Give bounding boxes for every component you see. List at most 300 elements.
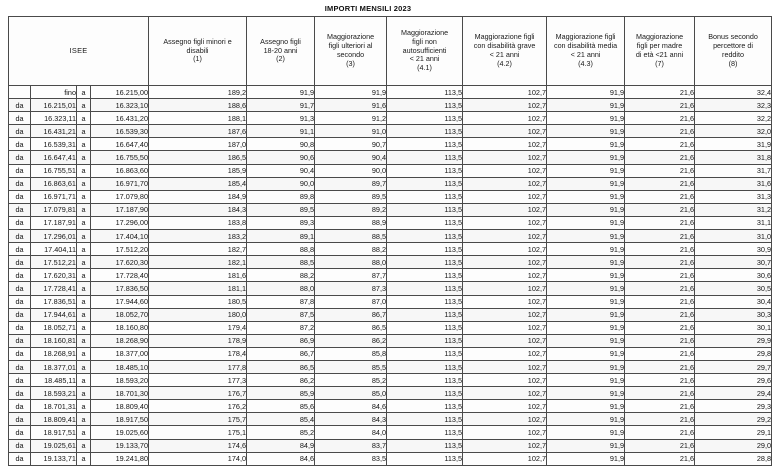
column-header-line: Maggiorazione	[635, 32, 684, 42]
cell-maggiorazione-madre-under21: 21,6	[625, 86, 695, 99]
cell-assegno-figli-minori-disabili: 180,5	[149, 295, 247, 308]
cell-assegno-figli-minori-disabili: 177,8	[149, 360, 247, 373]
cell-isee-to: 19.241,80	[91, 452, 149, 465]
cell-maggiorazione-disabilita-media: 91,9	[547, 125, 625, 138]
cell-maggiorazione-non-autosufficienti: 113,5	[387, 125, 463, 138]
cell-maggiorazione-disabilita-media: 91,9	[547, 452, 625, 465]
cell-isee-to: 17.620,30	[91, 256, 149, 269]
table-row	[9, 282, 772, 295]
cell-isee-to: 18.268,90	[91, 334, 149, 347]
cell-assegno-figli-18-20: 85,4	[247, 413, 315, 426]
cell-assegno-figli-18-20: 90,4	[247, 164, 315, 177]
cell-maggiorazione-disabilita-media: 91,9	[547, 295, 625, 308]
cell-isee-to: 18.160,80	[91, 321, 149, 334]
cell-maggiorazione-figli-ulteriori: 91,0	[315, 125, 387, 138]
cell-da: da	[9, 452, 31, 465]
cell-isee-to: 18.377,00	[91, 347, 149, 360]
cell-isee-from: 17.620,31	[31, 269, 77, 282]
cell-isee-to: 19.025,60	[91, 426, 149, 439]
cell-bonus-secondo-percettore: 31,8	[695, 151, 772, 164]
cell-maggiorazione-non-autosufficienti: 113,5	[387, 347, 463, 360]
cell-maggiorazione-madre-under21: 21,6	[625, 282, 695, 295]
cell-maggiorazione-figli-ulteriori: 85,2	[315, 374, 387, 387]
cell-da: da	[9, 112, 31, 125]
cell-maggiorazione-madre-under21: 21,6	[625, 216, 695, 229]
cell-maggiorazione-madre-under21: 21,6	[625, 400, 695, 413]
cell-isee-to: 17.187,90	[91, 203, 149, 216]
cell-a: a	[77, 321, 91, 334]
cell-maggiorazione-disabilita-grave: 102,7	[463, 86, 547, 99]
cell-maggiorazione-figli-ulteriori: 86,5	[315, 321, 387, 334]
cell-maggiorazione-non-autosufficienti: 113,5	[387, 190, 463, 203]
cell-a: a	[77, 439, 91, 452]
cell-da: da	[9, 151, 31, 164]
column-header-line: figli non	[412, 36, 437, 46]
cell-maggiorazione-figli-ulteriori: 90,7	[315, 138, 387, 151]
cell-maggiorazione-disabilita-grave: 102,7	[463, 112, 547, 125]
cell-assegno-figli-18-20: 91,3	[247, 112, 315, 125]
cell-a: a	[77, 86, 91, 99]
cell-maggiorazione-madre-under21: 21,6	[625, 426, 695, 439]
cell-assegno-figli-minori-disabili: 182,1	[149, 256, 247, 269]
table-row	[9, 321, 772, 334]
cell-assegno-figli-minori-disabili: 179,4	[149, 321, 247, 334]
cell-assegno-figli-18-20: 88,8	[247, 243, 315, 256]
cell-a: a	[77, 360, 91, 373]
cell-maggiorazione-disabilita-media: 91,9	[547, 86, 625, 99]
cell-maggiorazione-madre-under21: 21,6	[625, 151, 695, 164]
cell-maggiorazione-non-autosufficienti: 113,5	[387, 151, 463, 164]
cell-maggiorazione-non-autosufficienti: 113,5	[387, 374, 463, 387]
cell-maggiorazione-madre-under21: 21,6	[625, 190, 695, 203]
cell-a: a	[77, 269, 91, 282]
cell-maggiorazione-figli-ulteriori: 90,4	[315, 151, 387, 164]
cell-isee-from: 16.971,71	[31, 190, 77, 203]
cell-da: da	[9, 256, 31, 269]
cell-assegno-figli-minori-disabili: 174,0	[149, 452, 247, 465]
cell-maggiorazione-figli-ulteriori: 85,0	[315, 387, 387, 400]
cell-maggiorazione-figli-ulteriori: 86,2	[315, 334, 387, 347]
cell-maggiorazione-disabilita-media: 91,9	[547, 347, 625, 360]
cell-maggiorazione-figli-ulteriori: 91,2	[315, 112, 387, 125]
cell-isee-from: 17.079,81	[31, 203, 77, 216]
cell-maggiorazione-non-autosufficienti: 113,5	[387, 426, 463, 439]
table-row	[9, 216, 772, 229]
cell-maggiorazione-disabilita-media: 91,9	[547, 112, 625, 125]
cell-isee-from: 16.215,01	[31, 99, 77, 112]
table-row	[9, 151, 772, 164]
cell-maggiorazione-non-autosufficienti: 113,5	[387, 360, 463, 373]
cell-assegno-figli-18-20: 85,2	[247, 426, 315, 439]
cell-bonus-secondo-percettore: 30,4	[695, 295, 772, 308]
table-row	[9, 177, 772, 190]
cell-maggiorazione-figli-ulteriori: 84,6	[315, 400, 387, 413]
cell-bonus-secondo-percettore: 32,2	[695, 112, 772, 125]
cell-isee-to: 16.971,70	[91, 177, 149, 190]
cell-assegno-figli-minori-disabili: 176,7	[149, 387, 247, 400]
cell-bonus-secondo-percettore: 30,9	[695, 243, 772, 256]
cell-assegno-figli-minori-disabili: 183,8	[149, 216, 247, 229]
column-header-assegno-figli-minori-disabili	[149, 17, 247, 86]
cell-assegno-figli-18-20: 89,3	[247, 216, 315, 229]
cell-isee-from: 17.296,01	[31, 230, 77, 243]
cell-assegno-figli-minori-disabili: 183,2	[149, 230, 247, 243]
cell-maggiorazione-figli-ulteriori: 84,3	[315, 413, 387, 426]
table-row	[9, 452, 772, 465]
cell-maggiorazione-disabilita-media: 91,9	[547, 400, 625, 413]
table-body	[9, 86, 772, 466]
cell-assegno-figli-18-20: 89,8	[247, 190, 315, 203]
cell-maggiorazione-disabilita-media: 91,9	[547, 164, 625, 177]
column-header-maggiorazione-figli-non-autosufficienti	[387, 17, 463, 86]
cell-maggiorazione-disabilita-grave: 102,7	[463, 452, 547, 465]
cell-a: a	[77, 164, 91, 177]
table-row	[9, 334, 772, 347]
cell-maggiorazione-non-autosufficienti: 113,5	[387, 203, 463, 216]
cell-maggiorazione-disabilita-media: 91,9	[547, 321, 625, 334]
cell-assegno-figli-18-20: 84,9	[247, 439, 315, 452]
cell-maggiorazione-non-autosufficienti: 113,5	[387, 177, 463, 190]
column-header-assegno-figli-18-20	[247, 17, 315, 86]
cell-isee-from: 17.512,21	[31, 256, 77, 269]
cell-maggiorazione-disabilita-media: 91,9	[547, 426, 625, 439]
table-row	[9, 308, 772, 321]
column-header-line: figli per madre	[636, 41, 683, 51]
table-row	[9, 112, 772, 125]
cell-bonus-secondo-percettore: 31,0	[695, 230, 772, 243]
cell-assegno-figli-18-20: 85,6	[247, 400, 315, 413]
table-row	[9, 360, 772, 373]
cell-assegno-figli-minori-disabili: 178,4	[149, 347, 247, 360]
cell-maggiorazione-madre-under21: 21,6	[625, 360, 695, 373]
cell-a: a	[77, 125, 91, 138]
cell-isee-from: 19.133,71	[31, 452, 77, 465]
cell-maggiorazione-non-autosufficienti: 113,5	[387, 400, 463, 413]
cell-maggiorazione-non-autosufficienti: 113,5	[387, 138, 463, 151]
cell-da: da	[9, 269, 31, 282]
column-header-isee: ISEE	[9, 17, 149, 86]
cell-isee-from: fino	[31, 86, 77, 99]
cell-assegno-figli-minori-disabili: 178,9	[149, 334, 247, 347]
cell-maggiorazione-disabilita-grave: 102,7	[463, 295, 547, 308]
cell-a: a	[77, 282, 91, 295]
table-row	[9, 400, 772, 413]
cell-maggiorazione-disabilita-grave: 102,7	[463, 308, 547, 321]
cell-maggiorazione-disabilita-media: 91,9	[547, 203, 625, 216]
cell-maggiorazione-figli-ulteriori: 89,2	[315, 203, 387, 216]
cell-da: da	[9, 334, 31, 347]
cell-maggiorazione-disabilita-grave: 102,7	[463, 164, 547, 177]
column-header-line: (4.2)	[497, 58, 512, 68]
cell-assegno-figli-minori-disabili: 181,6	[149, 269, 247, 282]
cell-da: da	[9, 125, 31, 138]
cell-maggiorazione-figli-ulteriori: 83,7	[315, 439, 387, 452]
cell-maggiorazione-disabilita-media: 91,9	[547, 177, 625, 190]
column-header-line: Maggiorazione	[326, 32, 375, 42]
cell-isee-to: 18.809,40	[91, 400, 149, 413]
cell-maggiorazione-madre-under21: 21,6	[625, 269, 695, 282]
cell-maggiorazione-disabilita-media: 91,9	[547, 151, 625, 164]
cell-maggiorazione-disabilita-grave: 102,7	[463, 269, 547, 282]
cell-bonus-secondo-percettore: 29,0	[695, 439, 772, 452]
cell-da: da	[9, 413, 31, 426]
cell-isee-to: 17.079,80	[91, 190, 149, 203]
column-header-line: 18-20 anni	[263, 45, 298, 55]
cell-bonus-secondo-percettore: 31,9	[695, 138, 772, 151]
cell-maggiorazione-non-autosufficienti: 113,5	[387, 321, 463, 334]
cell-maggiorazione-disabilita-grave: 102,7	[463, 216, 547, 229]
cell-maggiorazione-disabilita-grave: 102,7	[463, 334, 547, 347]
cell-maggiorazione-disabilita-media: 91,9	[547, 439, 625, 452]
table-header	[9, 17, 772, 86]
cell-maggiorazione-non-autosufficienti: 113,5	[387, 269, 463, 282]
cell-maggiorazione-disabilita-media: 91,9	[547, 269, 625, 282]
cell-maggiorazione-madre-under21: 21,6	[625, 164, 695, 177]
cell-isee-to: 16.323,10	[91, 99, 149, 112]
cell-maggiorazione-disabilita-media: 91,9	[547, 190, 625, 203]
cell-maggiorazione-madre-under21: 21,6	[625, 256, 695, 269]
cell-bonus-secondo-percettore: 31,3	[695, 190, 772, 203]
cell-a: a	[77, 295, 91, 308]
cell-a: a	[77, 230, 91, 243]
column-header-maggiorazione-madre-under21	[625, 17, 695, 86]
cell-a: a	[77, 400, 91, 413]
cell-isee-from: 18.268,91	[31, 347, 77, 360]
cell-maggiorazione-disabilita-grave: 102,7	[463, 321, 547, 334]
cell-assegno-figli-18-20: 89,5	[247, 203, 315, 216]
cell-isee-to: 16.215,00	[91, 86, 149, 99]
cell-a: a	[77, 203, 91, 216]
cell-da: da	[9, 347, 31, 360]
cell-a: a	[77, 413, 91, 426]
column-header-maggiorazione-disabilita-grave	[463, 17, 547, 86]
cell-maggiorazione-non-autosufficienti: 113,5	[387, 334, 463, 347]
cell-da: da	[9, 308, 31, 321]
cell-a: a	[77, 138, 91, 151]
cell-da: da	[9, 216, 31, 229]
cell-maggiorazione-non-autosufficienti: 113,5	[387, 295, 463, 308]
cell-maggiorazione-figli-ulteriori: 85,5	[315, 360, 387, 373]
cell-assegno-figli-18-20: 91,9	[247, 86, 315, 99]
column-header-line: Maggiorazione figli	[474, 32, 535, 42]
cell-bonus-secondo-percettore: 28,8	[695, 452, 772, 465]
cell-maggiorazione-non-autosufficienti: 113,5	[387, 164, 463, 177]
cell-assegno-figli-18-20: 87,5	[247, 308, 315, 321]
cell-maggiorazione-madre-under21: 21,6	[625, 112, 695, 125]
cell-assegno-figli-minori-disabili: 175,7	[149, 413, 247, 426]
column-header-line: di età <21 anni	[635, 50, 684, 59]
cell-da: da	[9, 295, 31, 308]
cell-maggiorazione-non-autosufficienti: 113,5	[387, 99, 463, 112]
cell-maggiorazione-disabilita-media: 91,9	[547, 216, 625, 229]
cell-maggiorazione-madre-under21: 21,6	[625, 243, 695, 256]
table-row	[9, 426, 772, 439]
table-row	[9, 190, 772, 203]
cell-maggiorazione-disabilita-media: 91,9	[547, 282, 625, 295]
cell-maggiorazione-disabilita-media: 91,9	[547, 230, 625, 243]
cell-bonus-secondo-percettore: 29,6	[695, 374, 772, 387]
cell-assegno-figli-18-20: 89,1	[247, 230, 315, 243]
cell-isee-from: 17.944,61	[31, 308, 77, 321]
cell-isee-from: 17.728,41	[31, 282, 77, 295]
cell-isee-to: 18.052,70	[91, 308, 149, 321]
cell-maggiorazione-disabilita-grave: 102,7	[463, 439, 547, 452]
cell-da: da	[9, 138, 31, 151]
cell-bonus-secondo-percettore: 29,3	[695, 400, 772, 413]
cell-assegno-figli-minori-disabili: 174,6	[149, 439, 247, 452]
cell-bonus-secondo-percettore: 30,7	[695, 256, 772, 269]
column-header-line: (7)	[655, 58, 664, 68]
table-row	[9, 269, 772, 282]
column-header-line: Assegno figli minori e	[163, 36, 232, 46]
cell-da: da	[9, 400, 31, 413]
table-row	[9, 203, 772, 216]
cell-isee-to: 17.512,20	[91, 243, 149, 256]
cell-isee-from: 18.917,51	[31, 426, 77, 439]
table-row	[9, 347, 772, 360]
cell-maggiorazione-disabilita-grave: 102,7	[463, 347, 547, 360]
column-header-line: con disabilità media	[553, 41, 618, 51]
importi-mensili-table	[8, 16, 772, 466]
cell-assegno-figli-minori-disabili: 176,2	[149, 400, 247, 413]
cell-isee-from: 18.160,81	[31, 334, 77, 347]
cell-maggiorazione-disabilita-grave: 102,7	[463, 374, 547, 387]
cell-da: da	[9, 243, 31, 256]
cell-isee-from: 18.701,31	[31, 400, 77, 413]
cell-isee-to: 17.728,40	[91, 269, 149, 282]
cell-isee-to: 16.431,20	[91, 112, 149, 125]
table-row	[9, 439, 772, 452]
cell-a: a	[77, 387, 91, 400]
cell-a: a	[77, 112, 91, 125]
cell-da: da	[9, 230, 31, 243]
cell-maggiorazione-non-autosufficienti: 113,5	[387, 413, 463, 426]
cell-da: da	[9, 99, 31, 112]
cell-maggiorazione-non-autosufficienti: 113,5	[387, 282, 463, 295]
cell-maggiorazione-disabilita-grave: 102,7	[463, 426, 547, 439]
cell-maggiorazione-disabilita-media: 91,9	[547, 308, 625, 321]
table-row	[9, 256, 772, 269]
cell-assegno-figli-18-20: 87,2	[247, 321, 315, 334]
table-row	[9, 230, 772, 243]
column-header-line: Maggiorazione	[400, 28, 449, 38]
cell-maggiorazione-non-autosufficienti: 113,5	[387, 112, 463, 125]
cell-maggiorazione-disabilita-media: 91,9	[547, 334, 625, 347]
cell-bonus-secondo-percettore: 29,9	[695, 334, 772, 347]
cell-isee-to: 16.863,60	[91, 164, 149, 177]
table-row	[9, 387, 772, 400]
cell-maggiorazione-figli-ulteriori: 91,6	[315, 99, 387, 112]
cell-assegno-figli-18-20: 84,6	[247, 452, 315, 465]
cell-da: da	[9, 360, 31, 373]
column-header-line: Maggiorazione figli	[555, 32, 616, 42]
table-row	[9, 374, 772, 387]
cell-assegno-figli-minori-disabili: 185,9	[149, 164, 247, 177]
cell-maggiorazione-figli-ulteriori: 87,0	[315, 295, 387, 308]
cell-bonus-secondo-percettore: 32,3	[695, 99, 772, 112]
cell-isee-to: 18.701,30	[91, 387, 149, 400]
column-header-maggiorazione-disabilita-media	[547, 17, 625, 86]
cell-maggiorazione-disabilita-grave: 102,7	[463, 138, 547, 151]
cell-isee-to: 17.404,10	[91, 230, 149, 243]
cell-maggiorazione-disabilita-media: 91,9	[547, 360, 625, 373]
cell-maggiorazione-madre-under21: 21,6	[625, 387, 695, 400]
column-header-line: disabili	[186, 45, 209, 55]
cell-isee-to: 16.647,40	[91, 138, 149, 151]
cell-assegno-figli-18-20: 90,6	[247, 151, 315, 164]
cell-assegno-figli-minori-disabili: 181,1	[149, 282, 247, 295]
cell-maggiorazione-madre-under21: 21,6	[625, 347, 695, 360]
cell-maggiorazione-disabilita-grave: 102,7	[463, 387, 547, 400]
cell-maggiorazione-non-autosufficienti: 113,5	[387, 439, 463, 452]
cell-bonus-secondo-percettore: 29,2	[695, 413, 772, 426]
cell-assegno-figli-18-20: 88,5	[247, 256, 315, 269]
column-header-line: (2)	[276, 54, 285, 64]
cell-maggiorazione-disabilita-media: 91,9	[547, 387, 625, 400]
cell-maggiorazione-figli-ulteriori: 90,0	[315, 164, 387, 177]
cell-maggiorazione-figli-ulteriori: 83,5	[315, 452, 387, 465]
cell-maggiorazione-non-autosufficienti: 113,5	[387, 452, 463, 465]
cell-isee-from: 16.755,51	[31, 164, 77, 177]
cell-bonus-secondo-percettore: 31,1	[695, 216, 772, 229]
table-row	[9, 295, 772, 308]
cell-maggiorazione-figli-ulteriori: 87,3	[315, 282, 387, 295]
cell-isee-to: 18.593,20	[91, 374, 149, 387]
cell-maggiorazione-disabilita-media: 91,9	[547, 243, 625, 256]
cell-maggiorazione-figli-ulteriori: 89,7	[315, 177, 387, 190]
cell-assegno-figli-minori-disabili: 189,2	[149, 86, 247, 99]
cell-assegno-figli-18-20: 86,7	[247, 347, 315, 360]
cell-assegno-figli-minori-disabili: 184,9	[149, 190, 247, 203]
column-header-line: < 21 anni	[409, 54, 440, 64]
cell-a: a	[77, 151, 91, 164]
cell-da: da	[9, 190, 31, 203]
cell-maggiorazione-figli-ulteriori: 88,0	[315, 256, 387, 269]
cell-a: a	[77, 334, 91, 347]
cell-maggiorazione-figli-ulteriori: 88,2	[315, 243, 387, 256]
column-header-line: < 21 anni	[570, 50, 601, 59]
cell-bonus-secondo-percettore: 29,4	[695, 387, 772, 400]
cell-maggiorazione-disabilita-media: 91,9	[547, 99, 625, 112]
column-header-line: (3)	[346, 58, 355, 68]
cell-maggiorazione-non-autosufficienti: 113,5	[387, 216, 463, 229]
column-header-bonus-secondo-percettore	[695, 17, 772, 86]
cell-da	[9, 86, 31, 99]
cell-maggiorazione-figli-ulteriori: 88,5	[315, 230, 387, 243]
cell-assegno-figli-18-20: 90,0	[247, 177, 315, 190]
cell-maggiorazione-non-autosufficienti: 113,5	[387, 256, 463, 269]
cell-maggiorazione-disabilita-grave: 102,7	[463, 177, 547, 190]
column-header-line: secondo	[336, 50, 365, 59]
cell-isee-from: 17.836,51	[31, 295, 77, 308]
cell-assegno-figli-minori-disabili: 186,5	[149, 151, 247, 164]
cell-bonus-secondo-percettore: 29,7	[695, 360, 772, 373]
cell-isee-from: 16.647,41	[31, 151, 77, 164]
cell-bonus-secondo-percettore: 30,3	[695, 308, 772, 321]
cell-assegno-figli-18-20: 87,8	[247, 295, 315, 308]
cell-da: da	[9, 164, 31, 177]
cell-a: a	[77, 243, 91, 256]
cell-maggiorazione-figli-ulteriori: 89,5	[315, 190, 387, 203]
cell-maggiorazione-disabilita-grave: 102,7	[463, 203, 547, 216]
column-header-maggiorazione-figli-ulteriori	[315, 17, 387, 86]
cell-maggiorazione-disabilita-media: 91,9	[547, 374, 625, 387]
cell-maggiorazione-madre-under21: 21,6	[625, 177, 695, 190]
cell-maggiorazione-madre-under21: 21,6	[625, 295, 695, 308]
cell-isee-from: 18.485,11	[31, 374, 77, 387]
column-header-line: Assegno figli	[260, 36, 301, 46]
cell-a: a	[77, 99, 91, 112]
